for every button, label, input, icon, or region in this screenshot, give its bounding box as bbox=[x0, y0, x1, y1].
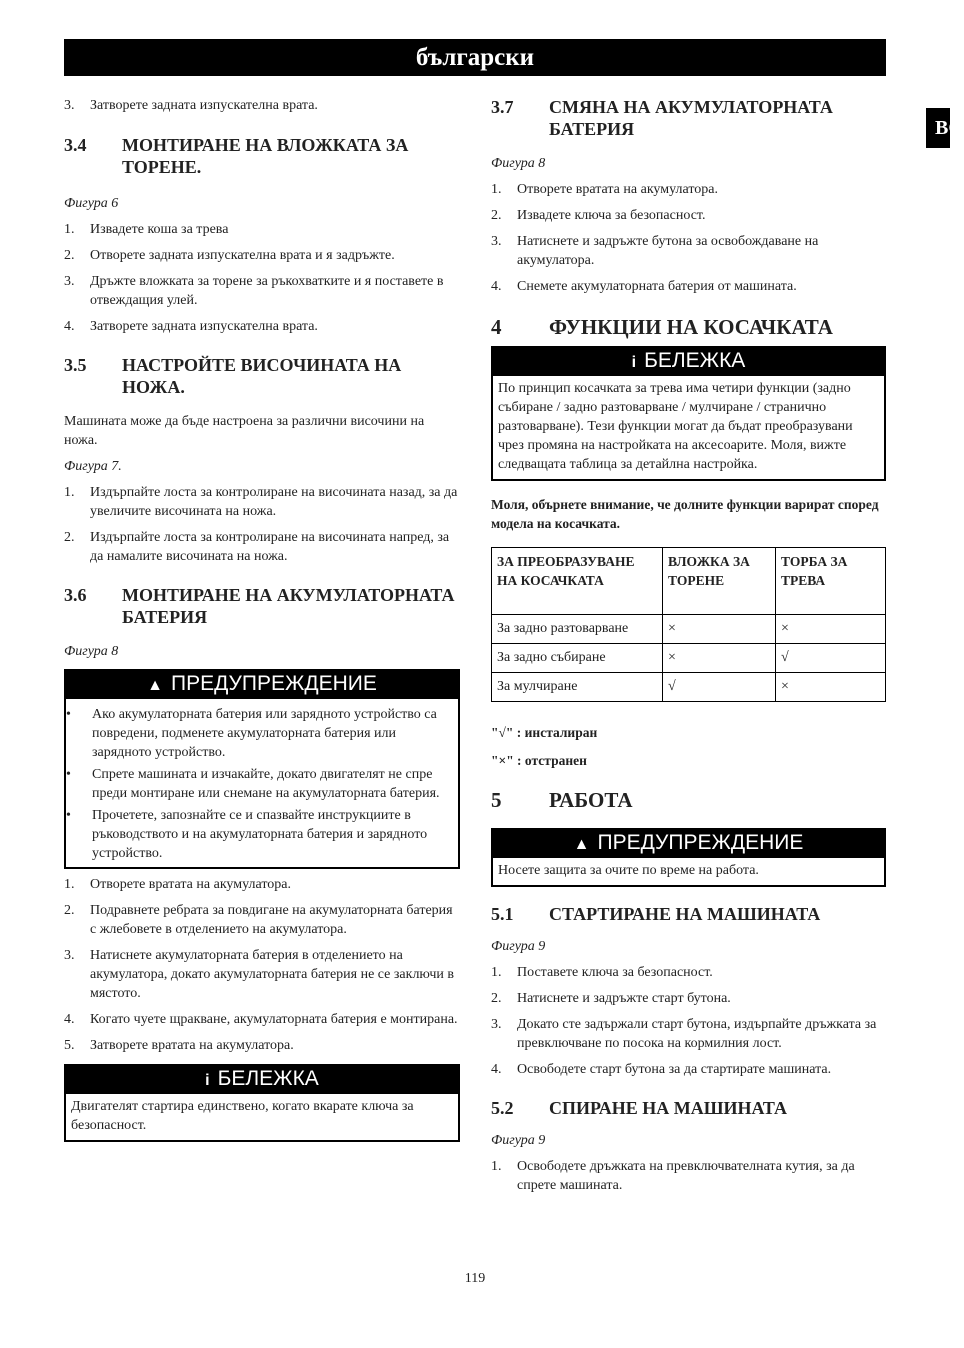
list-item: 2. Натиснете и задръжте старт бутона. bbox=[491, 991, 731, 1006]
warning-header: ▲ ПРЕДУПРЕЖДЕНИЕ bbox=[66, 671, 458, 699]
table-cell: За задно разтоварване bbox=[492, 615, 663, 644]
figure-ref: Фигура 6 bbox=[64, 196, 119, 211]
list-item: 1. Освободете дръжката на превключвателната кутия, за да спрете машината. bbox=[491, 1159, 855, 1193]
table-header: ВЛОЖКА ЗА ТОРЕНЕ bbox=[663, 548, 776, 615]
section-heading-4: 4 ФУНКЦИИ НА КОСАЧКАТА bbox=[491, 315, 833, 339]
list-item: 3. Затворете задната изпускателна врата. bbox=[64, 98, 318, 113]
section-heading-5-2: 5.2 СПИРАНЕ НА МАШИНАТА bbox=[491, 1098, 787, 1118]
steps-3-6 bbox=[64, 875, 460, 1055]
legend-installed: "√" : инсталиран bbox=[491, 725, 598, 740]
table-cell: × bbox=[663, 644, 776, 673]
section-heading-3-6: 3.6 МОНТИРАНЕ НА АКУМУЛАТОРНАТА БАТЕРИЯ bbox=[64, 585, 455, 627]
steps-3-4 bbox=[64, 220, 460, 336]
note-header: i БЕЛЕЖКА bbox=[66, 1066, 458, 1094]
page-number: 119 bbox=[464, 1271, 486, 1286]
table-cell: × bbox=[776, 615, 886, 644]
list-item: 2. Подравнете ребрата за повдигане на акумулаторната батерия с жлебовете в отделението на акумулатора. bbox=[64, 903, 453, 937]
section-heading-3-7: 3.7 СМЯНА НА АКУМУЛАТОРНАТА БАТЕРИЯ bbox=[491, 97, 833, 139]
section-intro: Машината може да бъде настроена за различни височини на ножа. bbox=[64, 414, 425, 448]
list-item: 3. Докато сте задържали старт бутона, издърпайте дръжката за превключване по посока на кормилния лост. bbox=[491, 1017, 877, 1051]
right-column bbox=[491, 96, 886, 1195]
list-item: 4. Затворете задната изпускателна врата. bbox=[64, 319, 318, 334]
list-continued bbox=[64, 96, 460, 115]
list-item: 1. Отворете вратата на акумулатора. bbox=[491, 182, 718, 197]
steps-5-1 bbox=[491, 963, 886, 1079]
section-heading-3-4: 3.4 МОНТИРАНЕ НА ВЛОЖКАТА ЗА ТОРЕНЕ. bbox=[64, 135, 409, 177]
steps-5-2 bbox=[491, 1157, 886, 1195]
warning-item: • Ако акумулаторната батерия или зарядното устройство са повредени, подменете акумулаторната батерия или зарядното устройство. bbox=[66, 707, 437, 760]
table-cell: За мулчиране bbox=[492, 673, 663, 702]
warning-text: Носете защита за очите по време на работа. bbox=[498, 863, 759, 878]
figure-ref: Фигура 9 bbox=[491, 939, 546, 954]
warning-header: ▲ ПРЕДУПРЕЖДЕНИЕ bbox=[493, 830, 884, 858]
info-icon: i bbox=[205, 1072, 210, 1089]
functions-table bbox=[491, 547, 886, 702]
list-item: 1. Отворете вратата на акумулатора. bbox=[64, 877, 291, 892]
warning-item: • Спрете машината и изчакайте, докато двигателят не спре преди монтиране или снемане на акумулаторната батерия. bbox=[66, 767, 440, 801]
steps-3-7 bbox=[491, 180, 886, 296]
table-cell: × bbox=[776, 673, 886, 702]
list-item: 3. Натиснете и задръжте бутона за освобождаване на акумулатора. bbox=[491, 234, 819, 268]
table-row bbox=[492, 673, 886, 702]
warning-item: • Прочетете, запознайте се и спазвайте инструкциите в ръководството и на акумулаторната батерия и зарядното устройство. bbox=[66, 808, 428, 861]
table-cell: За задно събиране bbox=[492, 644, 663, 673]
table-header: ЗА ПРЕОБРАЗУВАНЕ НА КОСАЧКАТА bbox=[492, 548, 663, 615]
note-box bbox=[64, 1064, 460, 1142]
steps-3-5 bbox=[64, 483, 460, 566]
list-item: 1. Поставете ключа за безопасност. bbox=[491, 965, 713, 980]
table-header: ТОРБА ЗА ТРЕВА bbox=[776, 548, 886, 615]
warning-list bbox=[66, 699, 458, 867]
language-tab: BG bbox=[926, 108, 950, 148]
table-cell: √ bbox=[663, 673, 776, 702]
list-item: 3. Натиснете акумулаторната батерия в отделението на акумулатора, докато акумулаторната батерия не се заключи в мястото. bbox=[64, 948, 454, 1001]
note-box bbox=[491, 346, 886, 481]
list-item: 1. Извадете коша за трева bbox=[64, 222, 229, 237]
warning-icon: ▲ bbox=[573, 836, 590, 853]
figure-ref: Фигура 7. bbox=[64, 459, 122, 474]
warning-box bbox=[64, 669, 460, 869]
list-item: 4. Когато чуете щракване, акумулаторната батерия е монтирана. bbox=[64, 1012, 458, 1027]
list-item: 2. Отворете задната изпускателна врата и я задръжте. bbox=[64, 248, 395, 263]
table-cell: × bbox=[663, 615, 776, 644]
list-item: 2. Извадете ключа за безопасност. bbox=[491, 208, 706, 223]
figure-ref: Фигура 8 bbox=[64, 644, 119, 659]
legend-removed: "×" : отстранен bbox=[491, 753, 587, 768]
attention-text: Моля, обърнете внимание, че долните функции варират според модела на косачката. bbox=[491, 497, 879, 531]
warning-icon: ▲ bbox=[147, 677, 163, 694]
table-header-row bbox=[492, 548, 886, 615]
list-item: 4. Снемете акумулаторната батерия от машината. bbox=[491, 279, 797, 294]
list-item: 4. Освободете старт бутона за да стартирате машината. bbox=[491, 1062, 832, 1077]
figure-ref: Фигура 9 bbox=[491, 1133, 546, 1148]
header-title: български bbox=[415, 44, 535, 71]
list-item: 1. Издърпайте лоста за контролиране на височината назад, за да увеличите височината на ножа. bbox=[64, 485, 458, 519]
note-text: Двигателят стартира единствено, когато вкарате ключа за безопасност. bbox=[71, 1099, 414, 1133]
list-item: 2. Издърпайте лоста за контролиране на височината напред, за да намалите височината на ножа. bbox=[64, 530, 450, 564]
note-text: По принцип косачката за трева има четири функции (задно събиране / задно разтоварване / мулчиране / странично разтоварване). Тези функции могат да бъдат преобразувани чрез промяна на настройката на аксесоарите. Моля, вижте следващата таблица за детайлна настройка. bbox=[498, 381, 853, 472]
section-heading-3-5: 3.5 НАСТРОЙТЕ ВИСОЧИНАТА НА НОЖА. bbox=[64, 355, 402, 397]
left-column bbox=[64, 96, 460, 1142]
section-heading-5-1: 5.1 СТАРТИРАНЕ НА МАШИНАТА bbox=[491, 904, 821, 924]
warning-box bbox=[491, 828, 886, 887]
table-row bbox=[492, 615, 886, 644]
note-header: i БЕЛЕЖКА bbox=[493, 348, 884, 376]
page-header bbox=[64, 39, 886, 76]
figure-ref: Фигура 8 bbox=[491, 156, 546, 171]
list-item: 5. Затворете вратата на акумулатора. bbox=[64, 1038, 294, 1053]
table-cell: √ bbox=[776, 644, 886, 673]
info-icon: i bbox=[631, 354, 637, 371]
section-heading-5: 5 РАБОТА bbox=[491, 788, 633, 812]
table-row bbox=[492, 644, 886, 673]
list-item: 3. Дръжте вложката за торене за ръкохватките и я поставете в отвеждащия улей. bbox=[64, 274, 444, 308]
